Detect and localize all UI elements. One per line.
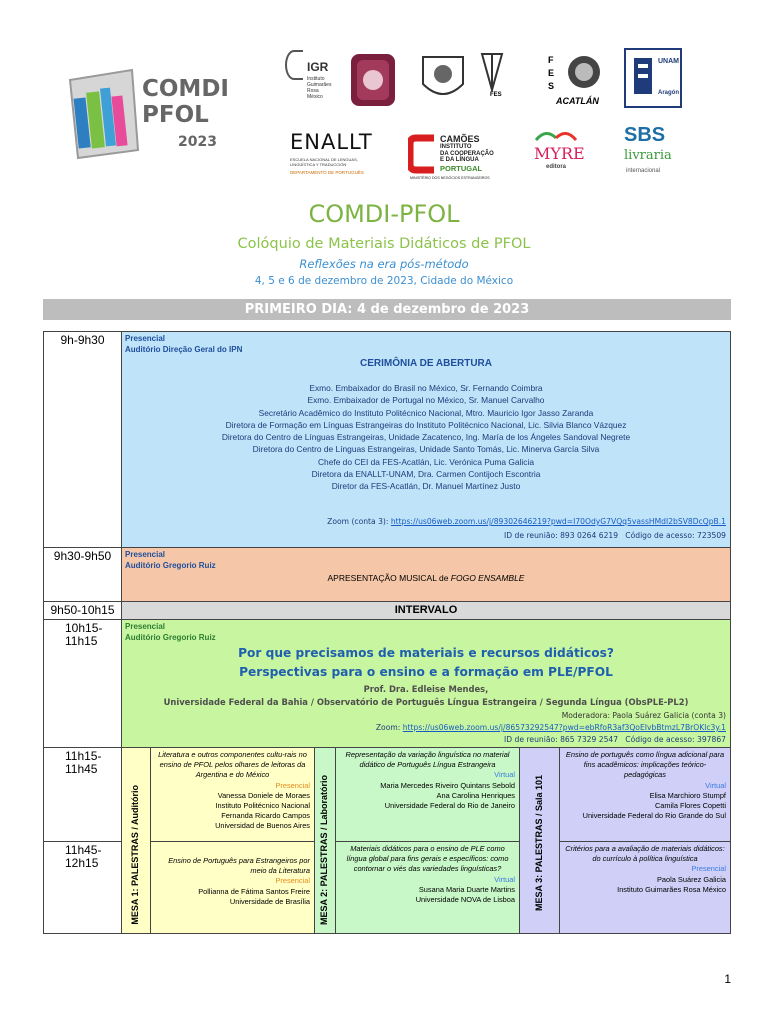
sbs-name: SBS <box>624 124 666 146</box>
time-cell: 11h15- 11h45 <box>44 748 122 842</box>
myre-leaves-icon <box>532 126 580 144</box>
talk-person: Ana Carolina Henriques <box>436 790 515 800</box>
talk-person: Fernanda Ricardo Campos <box>221 811 310 821</box>
camoes-country: PORTUGAL <box>440 164 483 173</box>
zoom-link[interactable]: https://us06web.zoom.us/j/89302646219?pwd=I70OdyG7VQq5vassHMdI2bSV8DcQpB.1 <box>390 517 726 526</box>
moderator: Moderadora: Paola Suárez Galicia (conta 3) <box>561 711 726 720</box>
keynote-speaker <box>122 683 730 709</box>
camoes-line: INSTITUTO <box>440 144 472 150</box>
talk-person: Vanessa Doniele de Moraes <box>217 790 310 800</box>
time-cell: 11h45- 12h15 <box>44 842 122 934</box>
enallt-logo-name: ENALLT <box>290 130 373 154</box>
time-cell: 9h-9h30 <box>44 332 122 548</box>
musical-cell <box>122 548 730 602</box>
unam-aragon-logo <box>624 48 682 108</box>
fes-letter: F <box>548 55 554 65</box>
talk-mode: Presencial <box>275 876 310 886</box>
camoes-logo <box>408 132 502 184</box>
mesa-2-talk-2 <box>336 842 520 934</box>
page-dates: 4, 5 e 6 de dezembro de 2023, Cidade do México <box>254 275 514 287</box>
igr-logo <box>285 48 343 110</box>
igr-line: Instituto <box>307 76 325 82</box>
talk-mode: Presencial <box>691 864 726 874</box>
keynote-title <box>122 644 730 682</box>
talk-title: Materiais didáticos para o ensino de PLE como língua global para fins gerais e específicos: como contornar o viés das variedades linguísticas? <box>346 844 509 874</box>
mesa-3-talk-1 <box>560 748 730 842</box>
opening-name: Diretora do Centro de Línguas Estrangeiras, Unidade Zacatenco, Ing. María de los Ángeles Sandoval Negrete <box>221 432 631 443</box>
schedule-table <box>43 331 731 934</box>
camoes-c-icon <box>408 134 436 174</box>
opening-ceremony-cell <box>122 332 730 548</box>
camoes-line: E DA LÍNGUA <box>440 157 479 163</box>
igr-line: Guimarães <box>307 82 332 88</box>
talk-title: Representação da variação linguística no material didático de Português Língua Estrangeira <box>345 750 510 770</box>
talk-person: Elisa Marchioro Stumpf <box>649 790 726 800</box>
talk-person: Pollianna de Fátima Santos Freire <box>198 886 310 896</box>
fes-acatlan-letters <box>548 54 554 93</box>
talk-person: Universidade Federal do Rio de Janeiro <box>384 801 515 811</box>
talk-person: Universidade de Brasília <box>229 896 310 906</box>
igr-logo-lines <box>307 76 331 100</box>
mode-tag: Presencial <box>125 622 166 631</box>
talk-person: Maria Mercedes Riveiro Quintans Sebold <box>380 780 515 790</box>
meeting-info: ID de reunião: 865 7329 2547 Código de acesso: 397867 <box>504 735 726 744</box>
page-subtitle: Colóquio de Materiais Didáticos de PFOL <box>237 236 531 252</box>
fes-acatlan-name: ACATLÁN <box>556 96 599 106</box>
opening-names-list <box>122 382 730 493</box>
talk-title: Ensino de Português para Estrangeiros por meio da Literatura <box>168 856 310 876</box>
mesa-3-talk-2 <box>560 842 730 934</box>
fes-letter: E <box>548 68 555 78</box>
sbs-sub2: internacional <box>626 168 661 174</box>
talk-title: Critérios para a avaliação de materiais didáticos: do currículo à política linguística <box>565 844 725 864</box>
fes-letter: S <box>548 81 555 91</box>
camoes-line: DA COOPERAÇÃO <box>440 150 494 157</box>
opening-name: Diretora do Centro de Línguas Estrangeiras, Unidade Santo Tomás, Lic. Minerva García Silva <box>252 444 600 455</box>
opening-name: Exmo. Embaixador do Brasil no México, Sr. Fernando Coimbra <box>309 383 543 393</box>
enallt-logo-sub <box>290 157 358 167</box>
comdi-logo-line1: COMDI <box>142 76 229 102</box>
talk-person: Susana Maria Duarte Martins <box>418 884 515 894</box>
opening-name: Chefe do CEI da FES-Acatlán, Lic. Verónica Puma Galicia <box>318 456 534 467</box>
musical-label: APRESENTAÇÃO MUSICAL de <box>327 573 451 583</box>
keynote-cell <box>122 620 730 748</box>
enallt-sub-line: ESCUELA NACIONAL DE LENGUAS, <box>290 157 358 162</box>
ipn-crest-icon <box>345 50 400 110</box>
opening-name: Diretora da ENALLT-UNAM, Dra. Carmen Contijoch Escontria <box>311 469 541 480</box>
talk-title: Literatura e outros componentes cultu-rais no ensino de PFOL pelos olhares de leitoras da Argentina e do México <box>158 750 307 780</box>
mesa-2-label-cell <box>315 748 336 934</box>
time-cell: 9h50-10h15 <box>44 602 122 620</box>
unam-aragon-bottom: Aragón <box>658 90 679 96</box>
camoes-ministry: MINISTÉRIO DOS NEGÓCIOS ESTRANGEIROS <box>410 176 490 180</box>
mode-tag: Presencial <box>125 334 166 343</box>
talk-person: Camila Flores Copetti <box>654 801 726 811</box>
talk-mode: Presencial <box>275 780 310 790</box>
venue-tag: Auditório Gregorio Ruiz <box>125 633 216 642</box>
time-cell: 9h30-9h50 <box>44 548 122 602</box>
igr-line: México <box>307 94 323 100</box>
keynote-zoom-line <box>376 723 726 732</box>
talk-mode: Virtual <box>494 770 515 780</box>
enallt-logo <box>290 130 372 182</box>
talk-person: Paola Suárez Galicia <box>656 874 726 884</box>
igr-line: Rosa <box>307 88 319 94</box>
opening-zoom-line <box>327 517 726 526</box>
talk-title: Ensino de português como língua adicional para fins acadêmicos: implicações teórico-pedagógicas <box>565 750 725 780</box>
unam-crest-icon <box>418 52 468 106</box>
speaker-name: Prof. Dra. Edleise Mendes, <box>363 684 489 694</box>
opening-name: Secretário Acadêmico do Instituto Politécnico Nacional, Mtro. Mauricio Igor Jasso Zaranda <box>258 407 594 418</box>
mesa-3-label-cell <box>520 748 560 934</box>
talk-person: Instituto Guimarães Rosa México <box>617 884 726 894</box>
talk-mode: Virtual <box>705 780 726 790</box>
talk-person: Universidade NOVA de Lisboa <box>415 895 515 905</box>
venue-tag: Auditório Gregorio Ruiz <box>125 561 216 570</box>
page-tagline: Reflexões na era pós-método <box>299 257 469 271</box>
zoom-link[interactable]: https://us06web.zoom.us/j/86573292547?pwd=ebRfoR3af3QoEIvbBtmzL7BrOKlc3y.1 <box>402 723 726 732</box>
mesa-1-talk-1 <box>151 748 315 842</box>
mesa-2-label: MESA 2: PALESTRAS / Laboratório <box>319 774 329 925</box>
keynote-title-line: Por que precisamos de materiais e recursos didáticos? <box>238 646 614 660</box>
meeting-info: ID de reunião: 893 0264 6219 Código de acesso: 723509 <box>504 531 726 540</box>
acatlan-crest-icon <box>562 52 606 92</box>
break-cell: INTERVALO <box>122 602 730 620</box>
opening-name: Diretora de Formação em Línguas Estrangeiras do Instituto Politécnico Nacional, Lic. Silvia Blanco Vázquez <box>225 419 627 430</box>
comdi-logo-year: 2023 <box>178 134 217 150</box>
mesa-1-talk-2 <box>151 842 315 934</box>
igr-mark-icon <box>285 50 303 80</box>
aragon-building-icon <box>632 56 654 96</box>
keynote-title-line: Perspectivas para o ensino e a formação em PLE/PFOL <box>239 665 613 679</box>
camoes-name: CAMÕES <box>440 134 480 144</box>
zoom-label: Zoom (conta 3): <box>327 517 391 526</box>
opening-name: Diretor da FES-Acatlán, Dr. Manuel Martínez Justo <box>331 481 521 492</box>
enallt-sub-line: LINGÜÍSTICA Y TRADUCCIÓN <box>290 162 347 167</box>
mesa-2-talk-1 <box>336 748 520 842</box>
opening-title: CERIMÔNIA DE ABERTURA <box>359 358 493 369</box>
talk-mode: Virtual <box>494 874 515 884</box>
myre-logo <box>528 126 584 180</box>
fes-zaragoza-logo <box>472 52 514 110</box>
talk-person: Universidade Federal do Rio Grande do Sul <box>582 811 726 821</box>
myre-sub: editora <box>546 164 567 170</box>
musical-text <box>122 573 730 583</box>
comdi-pfol-logo <box>62 62 230 162</box>
talk-person: Instituto Politécnico Nacional <box>215 801 310 811</box>
speaker-affiliation: Universidade Federal da Bahia / Observatório de Português Língua Estrangeira / Segunda Língua (ObsPLE-PL2) <box>163 697 689 707</box>
sbs-sub: livraria <box>624 148 672 163</box>
unam-aragon-top: UNAM <box>658 58 679 65</box>
musical-group: FOGO ENSAMBLE <box>450 573 525 583</box>
time-cell: 10h15- 11h15 <box>44 620 122 748</box>
zoom-label: Zoom: <box>375 723 403 732</box>
page-number: 1 <box>724 972 731 986</box>
mesa-1-label: MESA 1: PALESTRAS / Auditório <box>130 785 140 925</box>
camoes-lines <box>440 144 494 164</box>
fes-acatlan-logo <box>548 52 608 112</box>
mesa-3-label: MESA 3: PALESTRAS / Sala 101 <box>534 774 544 911</box>
day-title-band: PRIMEIRO DIA: 4 de dezembro de 2023 <box>43 299 731 320</box>
sbs-logo <box>622 124 682 182</box>
myre-name: MYRE <box>534 144 585 163</box>
mode-tag: Presencial <box>125 550 166 559</box>
opening-name: Exmo. Embaixador de Portugal no México, Sr. Manuel Carvalho <box>307 395 545 406</box>
venue-tag: Auditório Direção Geral do IPN <box>125 345 243 354</box>
talk-person: Universidad de Buenos Aires <box>215 821 310 831</box>
comdi-logo-line2: PFOL <box>142 102 209 128</box>
fes-zaragoza-text: FES <box>490 92 502 98</box>
enallt-department: DEPARTAMENTO DE PORTUGUÊS <box>290 170 364 175</box>
mesa-1-label-cell <box>122 748 151 934</box>
fes-zaragoza-mark-icon <box>472 52 514 92</box>
igr-logo-text: IGR <box>307 60 329 74</box>
page-title: COMDI-PFOL <box>308 200 460 228</box>
